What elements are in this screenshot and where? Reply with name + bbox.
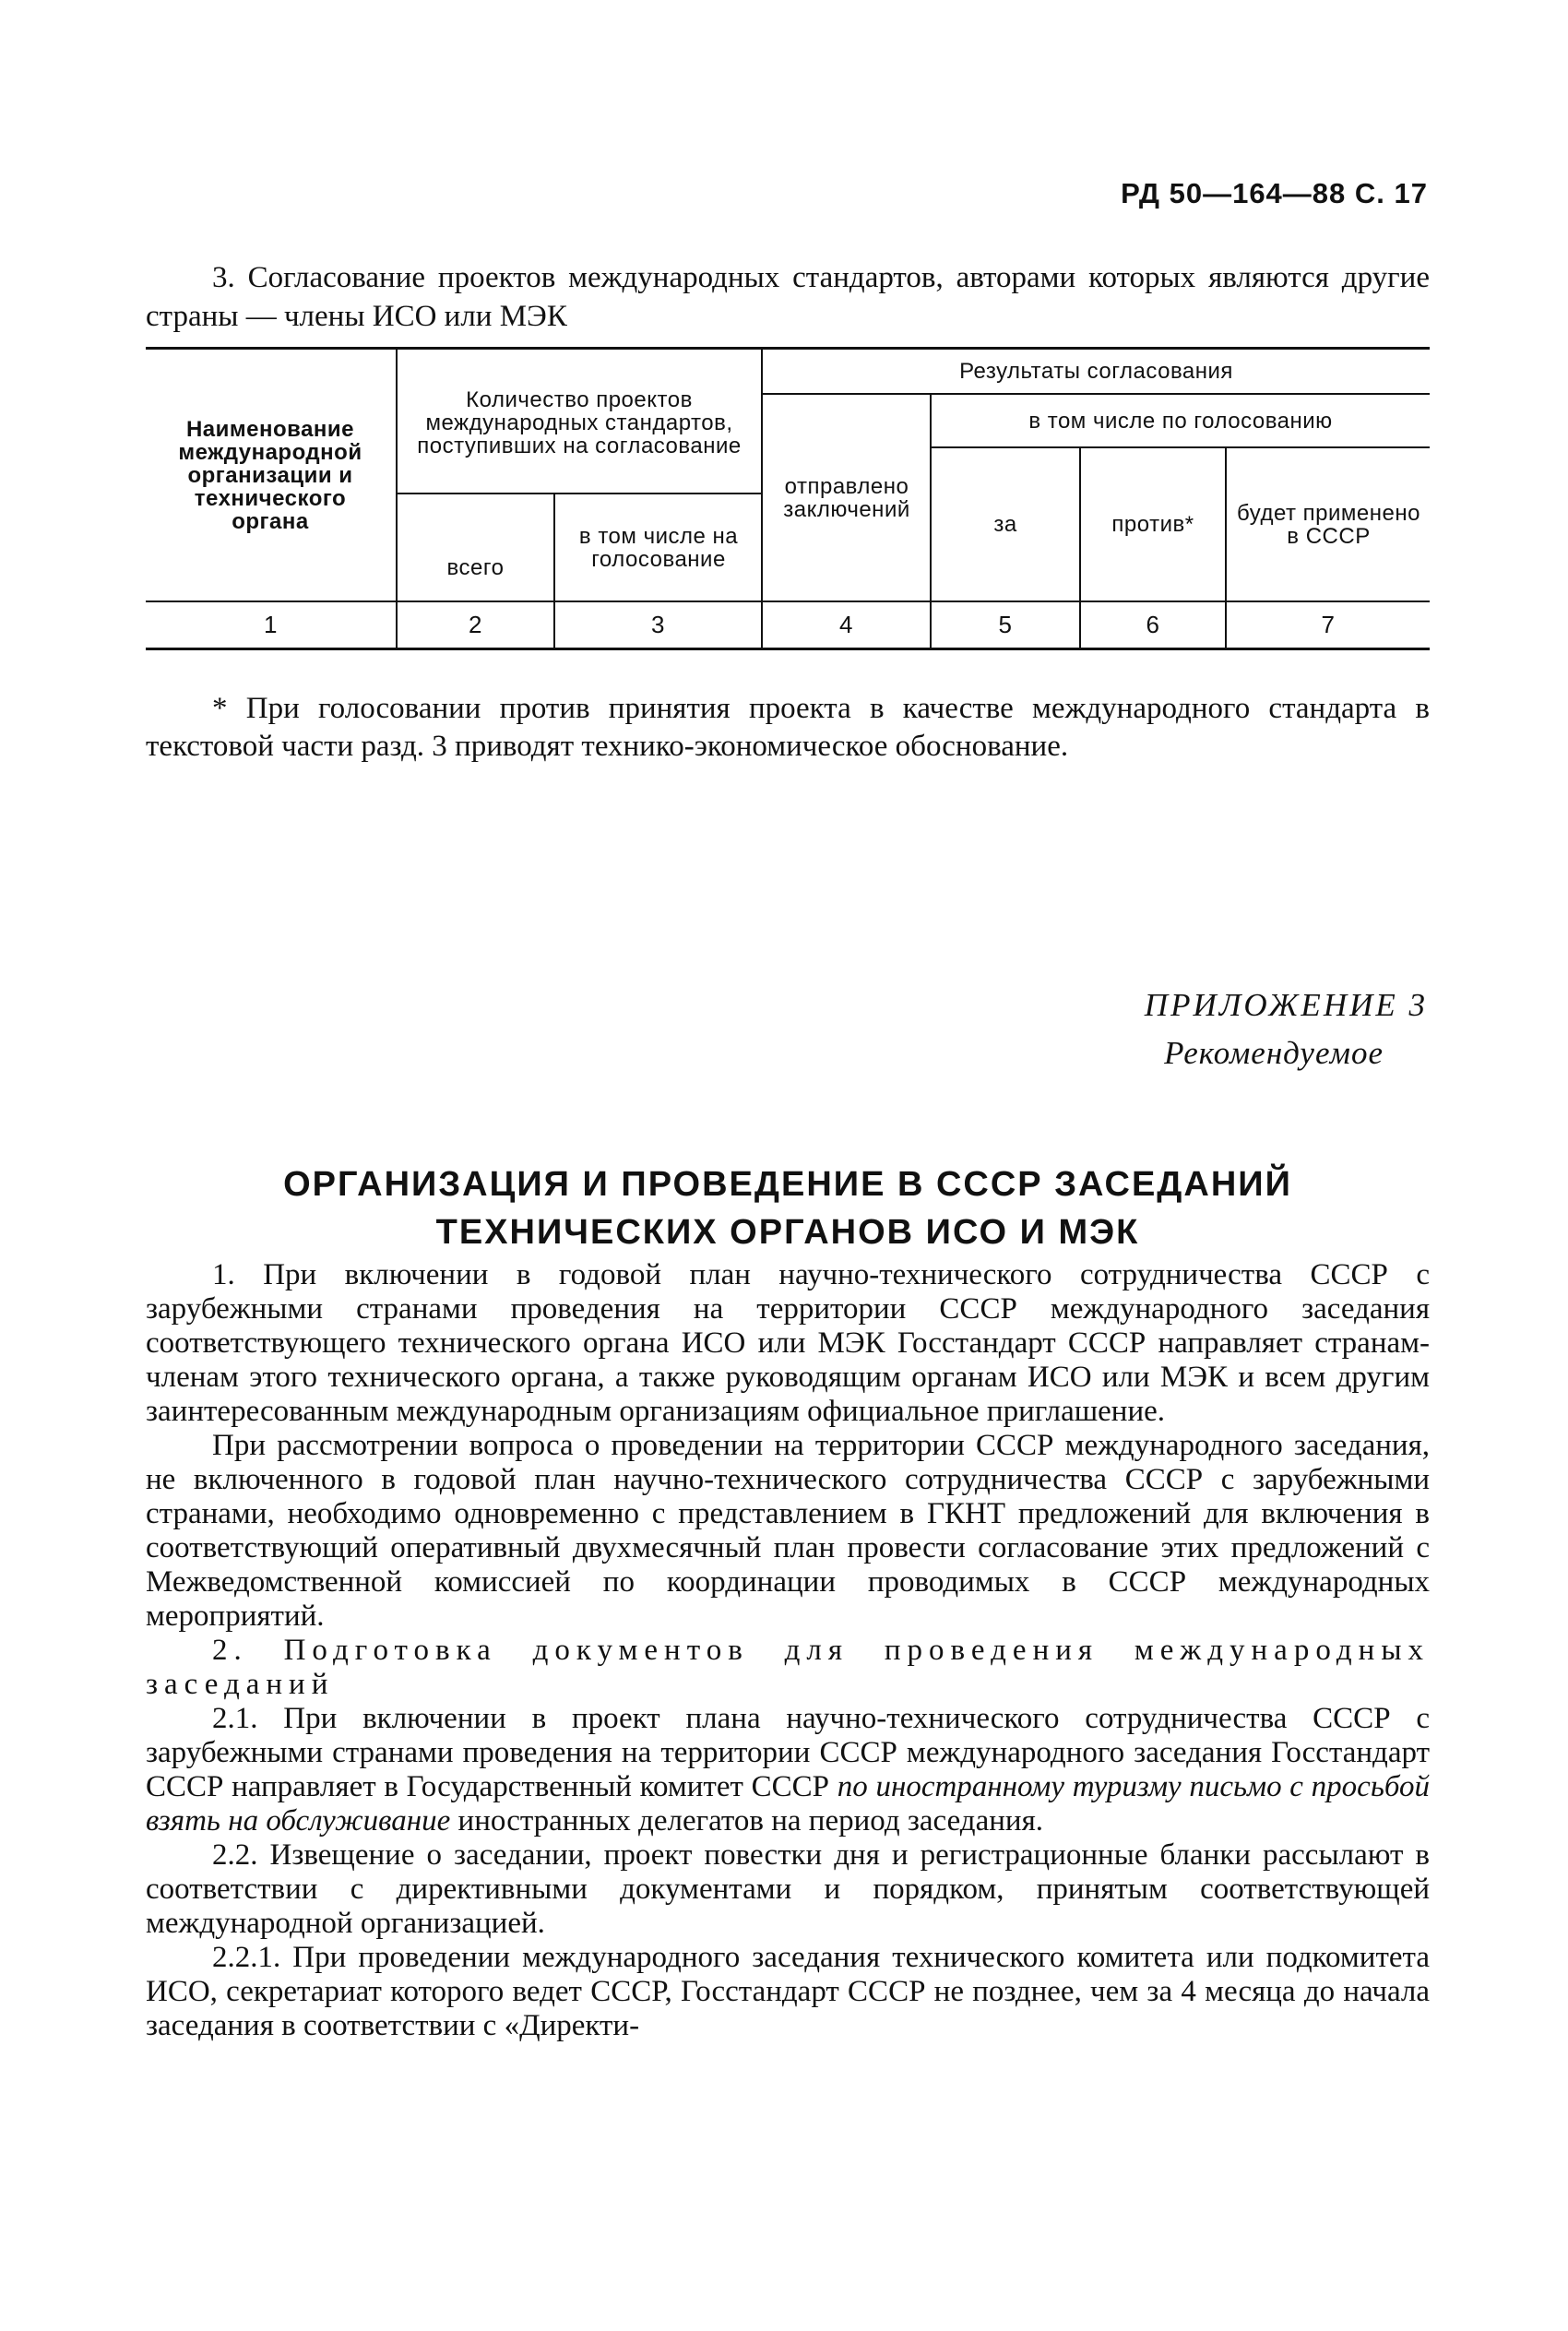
header-voting: в том числе на голосование xyxy=(578,523,739,572)
col-number: 5 xyxy=(998,611,1013,638)
body-text xyxy=(146,1258,1430,2043)
header-results-group: Результаты согласования xyxy=(959,359,1233,384)
results-table xyxy=(146,347,1430,651)
col-number: 4 xyxy=(839,611,853,638)
header-count-group: Количество проектов международных стандартов, поступивших на согласование xyxy=(417,387,742,458)
col-number: 6 xyxy=(1146,611,1160,638)
col-number: 3 xyxy=(651,611,665,638)
header-total: всего xyxy=(446,554,505,580)
col-number: 7 xyxy=(1321,611,1336,638)
paragraph-1: 1. При включении в годовой план научно-технического сотрудничества СССР с зарубежными странами проведения на территории СССР международного заседания соответствующего технического органа ИСО или МЭК Госстандарт СССР направляет странам-членам этого технического органа, а также руководящим органам ИСО или МЭК и всем другим заинтересованным международным организациям официальное приглашение. xyxy=(146,1258,1430,1428)
section-intro: 3. Согласование проектов международных стандартов, авторами которых являются другие страны — члены ИСО или МЭК xyxy=(146,261,1430,333)
header-applied: будет применено в СССР xyxy=(1237,500,1420,549)
table-footnote: * При голосовании против принятия проекта в качестве международного стандарта в текстовой части разд. 3 приводят технико-экономическое обоснование. xyxy=(146,692,1430,763)
paragraph-2-1 xyxy=(146,1702,1430,1838)
col-number: 1 xyxy=(264,611,278,638)
paragraph-2-1-end: иностранных делегатов на период заседания. xyxy=(450,1804,1043,1837)
appendix-note: Рекомендуемое xyxy=(1164,1035,1384,1071)
paragraph-2: При рассмотрении вопроса о проведении на территории СССР международного заседания, не включенного в годовой план научно-технического сотрудничества СССР с зарубежными странами, необходимо одновременно с представлением в ГКНТ предложений для включения в соответствующий оперативный двухмесячный план провести согласование этих предложений с Межведомственной комиссией по координации проводимых в СССР международных мероприятий. xyxy=(146,1429,1430,1633)
paragraph-2-1-italic: по иностранному туризму письмо с просьбой взять на обслуживание xyxy=(146,1770,1430,1837)
header-for: за xyxy=(993,512,1017,537)
page-header-code: РД 50—164—88 С. 17 xyxy=(1121,177,1428,209)
header-vote-group: в том числе по голосованию xyxy=(1028,408,1333,434)
appendix-label: ПРИЛОЖЕНИЕ 3 xyxy=(1144,987,1428,1023)
header-sent: отправлено заключений xyxy=(783,473,910,522)
title-line-1: ОРГАНИЗАЦИЯ И ПРОВЕДЕНИЕ В СССР ЗАСЕДАНИЙ xyxy=(283,1165,1292,1204)
section-title xyxy=(146,1160,1430,1256)
subsection-heading-2: 2. Подготовка документов для проведения международных заседаний xyxy=(146,1634,1430,1701)
paragraph-2-2: 2.2. Извещение о заседании, проект повестки дня и регистрационные бланки рассылают в соответствии с директивными документами и порядком, принятым соответствующей международной организацией. xyxy=(146,1838,1430,1940)
paragraph-2-2-1: 2.2.1. При проведении международного заседания технического комитета или подкомитета ИСО, секретариат которого ведет СССР, Госстандарт СССР не позднее, чем за 4 месяца до начала заседания в соответствии с «Директи- xyxy=(146,1941,1430,2042)
table-bottom-border xyxy=(146,648,1430,650)
paragraph-2-1-start: 2.1. При включении в проект плана научно-технического сотрудничества СССР с зарубежными странами проведения на территории СССР международного заседания Госстандарт СССР направляет в Государственный комитет СССР xyxy=(146,1702,1430,1803)
col-number: 2 xyxy=(469,611,482,638)
header-against: против* xyxy=(1111,512,1194,537)
header-org: Наименование международной организации и технического органа xyxy=(178,416,362,534)
title-line-2: ТЕХНИЧЕСКИХ ОРГАНОВ ИСО И МЭК xyxy=(435,1213,1140,1252)
